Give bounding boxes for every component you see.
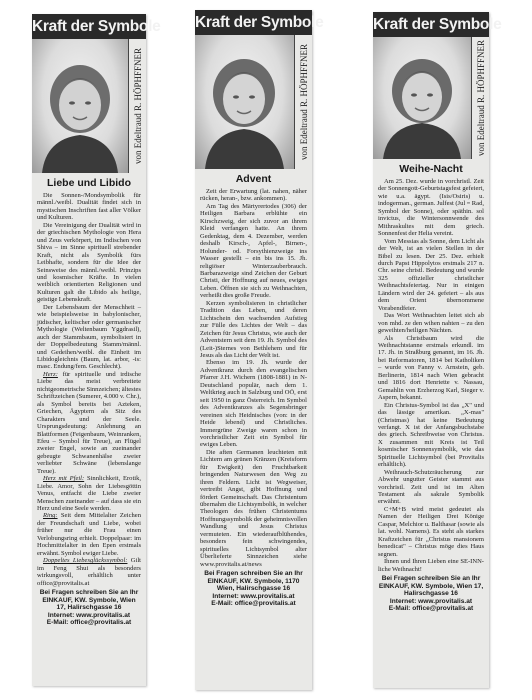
contact-email: E-Mail: office@provitalis.at bbox=[46, 619, 132, 627]
author-byline: von Edeltraud R. HÖPHFFNER bbox=[128, 39, 146, 173]
article-title: Advent bbox=[235, 173, 272, 185]
paragraph: Ebenso im 19. Jh. wurde der Adventkranz durch den evangelischen Pfarrer J.H. Wichern (1808-1881) in N-Deutschland populär, nach dem 1. Weltkrieg auch in Salzburg und OÖ, erst seit 1950 in ganz Österreich. Im Symbol des Adventkranzes als Segensbringer vereinen sich Heidnisches (von: in der Heide lebend) und Christliches. Immergrüne Zweige waren schon in vorchristlicher Zeit ein Symbol für ewiges Leben. bbox=[200, 359, 307, 449]
paragraph: Die Vereinigung der Dualität wird in der griechischen Mythologie von Hera und Zeus verkörpert, im Indischen von Shiva – im Sinne spirituell strebender Kraft, nicht als Symbolik fürs Leibhafte, sondern für die Idee der Seinsweise des männl./weibl. Prinzips und kosmischer Kräfte. In vielen weiblich orientierten Religionen und Kulturen galt die Libido als heilige, geistige Lebenskraft. bbox=[37, 221, 141, 304]
paragraph: C+M+B wird meist gedeutet als Namen der Heiligen Drei Könige Caspar, Melchior u. Balthasar (sowie als lat. wohl. Namens). Es steht als starkes Kraftzeichen für „Christus mansionem benedicat" – Christus möge dies Haus segnen. bbox=[378, 505, 484, 558]
column-banner: Kraft der Symbole bbox=[32, 14, 146, 39]
paragraph-lead: Herz: bbox=[43, 370, 58, 378]
clipping-liebe-und-libido bbox=[32, 14, 161, 686]
paragraph-lead: Ring: bbox=[43, 512, 58, 520]
contact-internet: Internet: www.provitalis.at bbox=[47, 611, 131, 619]
article-body bbox=[373, 178, 489, 573]
paragraph: Herz mit Pfeil: Sinnlichkeit, Erotik, Liebe. Amor, Sohn der Liebesgöttin Venus, entfacht die Liebe zweier Menschen zueinander – auf dass sie ein Herz und eine Seele werden. bbox=[37, 475, 142, 513]
contact-box bbox=[195, 568, 312, 611]
contact-internet: Internet: www.provitalis.at bbox=[212, 592, 295, 600]
paragraph: Am 25. Dez. wurde in vorchristl. Zeit der Sonnengott-Geburtstagsfest gefeiert, wie u.a. ägypt. (Isis/Osiris) u. indogerman., german. Julfest (Jul = Rad, Symbol der Sonne), oder späthin. sol invictus, die Wintersonnwende des Mithraskultes mit dem griech. Sonnenfest der Helia vereint. bbox=[378, 178, 484, 238]
paragraph: Herz: für spirituelle und irdische Liebe das meist verbreitete nichtgeometrische Sinnzeichen; ältestes Schriftzeichen (Sumerer, 4.000 v. Chr.), als Symbol bereits bei Azteken, Griechen, Ägyptern als Sitz des Charakters und der Seele. Ursprungsdeutung: Anlehnung an Blattformen (Feigenbaum, Weinranken, Efeu – Symbol für Treue), an Flügel zweier Engel, sowie an zueinander gebeugte Schwanenhälse zweier verliebter Schwäne (lebenslange Treue). bbox=[37, 370, 141, 475]
author-photo bbox=[195, 35, 294, 169]
article-body bbox=[32, 192, 146, 587]
portrait-illustration bbox=[373, 37, 471, 159]
author-header bbox=[373, 37, 489, 159]
paragraph-lead: Herz mit Pfeil: bbox=[43, 475, 85, 483]
column-banner: Kraft der Symbole bbox=[195, 10, 312, 35]
contact-address: Bei Fragen schreiben Sie an Ihr EINKAUF, KW. Symbole, 1170 Wien, Halirschgasse 16 bbox=[204, 570, 303, 593]
contact-box bbox=[373, 573, 489, 616]
paragraph: Das Wort Weihnachten leitet sich ab von mhd. ze den wihen nahten – zu den geweihten/heiligen Nächten. bbox=[378, 312, 484, 335]
paragraph: Als Christbaum wird die Weihnachtstanne erstmals erkundl. im 17. Jh. in Straßburg genannt, im 16. Jh. bei Reformatoren, 1814 bei Katholiken – wurde von Fanny v. Arnstein, geb. Berlinerin, 1814 nach Wien gebracht und 1816 dort Henriette v. Nassau, Gemahlin von Erzherzog Karl, Sieger v. Aspern, bekannt. bbox=[378, 334, 484, 402]
paragraph-lead: Doppeltes Liebesglückssymbol: bbox=[43, 557, 128, 565]
paragraph: Ring: Seit dem Mittelalter Zeichen der Freundschaft und Liebe, wobei früher nur die Frau einen Verlobungsring erhielt. Doppelpaar: im Hochmittelalter in den Epen erstmals erwähnt. Symbol ewiger Liebe. bbox=[37, 512, 141, 557]
contact-internet: Internet: www.provitalis.at bbox=[389, 597, 473, 605]
paragraph: Am Tag des Märtyrertodes (306) der Heiligen Barbara erblühte ein Kirschzweig, der sich zuvor an ihrem Kleid verfangen hatte. An ihrem Gedenktag, dem 4. Dezember, werden deshalb Kirsch-, Apfel-, Birnen-, Holunder- od. Forsythienzweige ins Wasser gestellt – ein bis ins 15. Jh. religiöser Winterzauberbrauch. Barbarazweige sind Zeichen der Geburt Christi, der Hoffnung auf neues, ewiges Leben. Öffnen sie sich zu Weihnachten, verheißt dies große Freude. bbox=[200, 202, 307, 300]
paragraph: Zeit der Erwartung (lat. nahen, näher rücken, heran-, bzw. ankommen). bbox=[200, 188, 307, 203]
paragraph: Kerzen symbolisieren in christlicher Tradition das Leben, und deren Lichtschein den wachsenden Aufstieg zur Fülle des Lichtes der Welt – das Zeichen für Jesus Christus, wie auch der Adventstern seit dem 19. Jh. Symbol des (Leit-)Sternes von Bethlehem und für Jesus als das Licht der Welt ist. bbox=[200, 299, 307, 359]
contact-address: Bei Fragen schreiben Sie an Ihr EINKAUF, KW. Symbole, Wien 17, Halirschgasse 16 bbox=[378, 575, 484, 598]
paragraph: Doppeltes Liebesglückssymbol: Gilt im Feng Shui als besonders wirkungsvoll, erhältlich unter office@provitalis.at bbox=[37, 557, 141, 587]
author-photo bbox=[373, 37, 471, 159]
paragraph: Weihrauch-Schutzräucherung zur Abwehr ungutter Geister stammt aus vorchristl. Zeit und ist im Alten Testament als sakrale Symbolik erwähnt. bbox=[378, 468, 484, 506]
author-byline: von Edeltraud R. HÖPHFFNER bbox=[471, 37, 489, 159]
article-title: Weihe-Nacht bbox=[399, 163, 463, 175]
paragraph: Ihnen und Ihren Lieben eine SE-INN-liche Weihnacht! bbox=[378, 558, 484, 573]
portrait-illustration bbox=[195, 35, 294, 169]
author-byline: von Edeltraud R. HÖPHFFNER bbox=[294, 35, 312, 169]
paragraph: Ein Christus-Symbol ist das „X" und das lässige amerikan. „X-mas" (Christmas) hat keine Bedeutung verfangt. X ist der Anfangsbuchstabe des griech. Schreibweise von Christus. X zusammen mit Kreis ist Teil kosmischer Sonnensymbolik, wie das Spirituelle Lichtsymbol (bei Provitalis erhältlich). bbox=[378, 401, 484, 469]
portrait-illustration bbox=[32, 39, 128, 173]
clipping-weihe-nacht bbox=[373, 12, 502, 688]
contact-address: Bei Fragen schreiben Sie an Ihr EINKAUF, KW. Symbole, Wien 17, Halirschgasse 16 bbox=[39, 589, 139, 612]
clipping-advent bbox=[195, 10, 324, 690]
paragraph: Die aften Germanen leuchteten mit Lichtern am grünen Kränzen (Kreisform für Ewigkeit) den Fruchtbarkeit bringenden Naturwesen den Weg zu ihren Feldern. Licht ist Wegweiser, vertreibt Angst, gibt Hoffnung und fördert Gemeinschaft. Das Christentum übernahm die Lichtsymbolik, in welcher Theologen des frühen Christentums Hoffnungssymbolik der geheimnisvollen Wandlung und Jesus Christus vermuteten. Ein wiederaufblühendes, besonders fein schwingendes, spirituelles Lichtsymbol alter Überlieferte Sinnzeichen siehe www.provitalis.at/news bbox=[200, 448, 307, 568]
paragraph: Die Sonnen-/Mondsymbolik für männl./weibl. Dualität findet sich in mystischen Inschriften fast aller Völker und Kulturen. bbox=[37, 192, 141, 222]
paragraph: Vom Messias als Sonne, dem Licht als der Welt, ist an vielen Stellen in der Bibel zu lesen. Der 25. Dez. erhielt durch Papst Hippolytos erstmals 217 n. Chr. seine christl. Bedeutung und wurde 325 offizieller christlicher Weihnachtsfeiertag. Nur in einigen Ländern wird der 24. gefeiert – als aus dem Orient übernommene Vorabendfeier. bbox=[378, 237, 484, 312]
author-header bbox=[32, 39, 146, 173]
contact-email: E-Mail: office@provitalis.at bbox=[388, 605, 474, 613]
article-body bbox=[195, 188, 312, 568]
paragraph: Der Lebensbaum der Menschheit – wie beispielsweise in babylonischer, jüdischer, keltischer oder germanischer Mythologie (Weltenbaum Yggdrasil), auch der Stammbaum, symbolisiert in der Doppelbedeutung Stamm/männl. und Gedeihen/weibl. die Einheit im Libidogleichnis (Baum, lat. arbor, -is: masc. Endung/fem. Geschlecht). bbox=[37, 303, 141, 371]
contact-box bbox=[32, 587, 146, 630]
article-title: Liebe und Libido bbox=[47, 177, 131, 189]
contact-email: E-Mail: office@provitalis.at bbox=[211, 600, 296, 608]
column-banner: Kraft der Symbole bbox=[373, 12, 489, 37]
author-photo bbox=[32, 39, 128, 173]
author-header bbox=[195, 35, 312, 169]
